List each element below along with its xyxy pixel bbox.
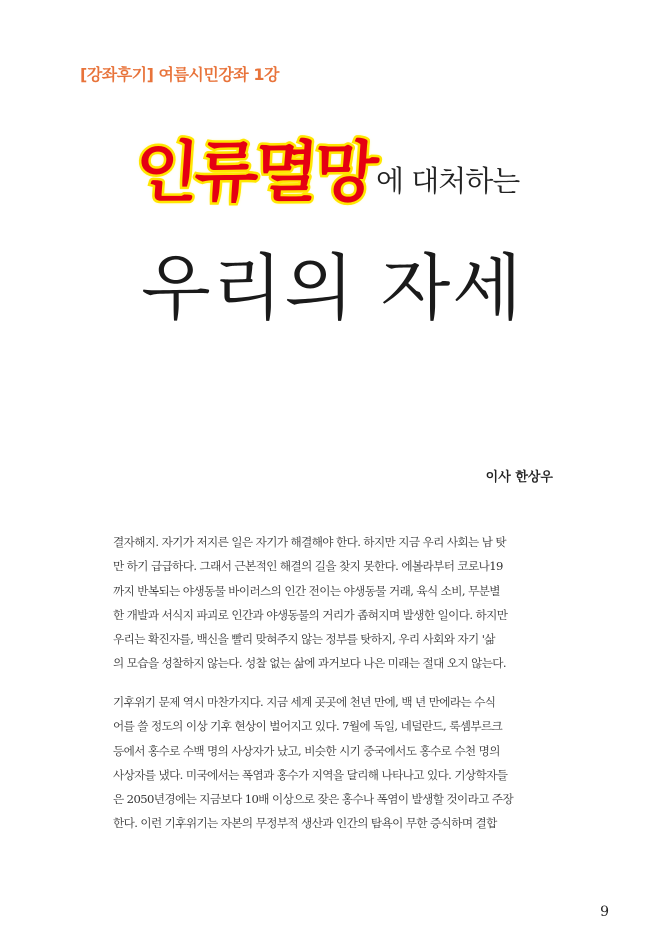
- title-line-1: [132, 134, 520, 211]
- body-paragraph-1: [113, 530, 553, 676]
- title-line-2: 우리의 자세: [141, 246, 524, 330]
- text-line: 의 모습을 성찰하지 않는다. 성찰 없는 삶에 과거보다 나은 미래는 절대 오지 않는다.: [113, 656, 506, 671]
- text-line: 결자해지. 자기가 저지른 일은 자기가 해결해야 한다. 하지만 지금 우리 사회는 남 탓: [113, 535, 506, 549]
- text-line: 기후위기 문제 역시 마찬가지다. 지금 세계 곳곳에 천년 만에, 백 년 만에라는 수식: [113, 695, 496, 709]
- author-byline: 이사 한상우: [485, 470, 553, 485]
- text-line: 은 2050년경에는 지금보다 10배 이상으로 잦은 홍수나 폭염이 발생할 것이라고 주장: [113, 792, 514, 807]
- section-label: [강좌후기] 여름시민강좌 1강: [80, 65, 279, 84]
- title-emphasis: 인류멸망: [132, 134, 377, 211]
- text-line: 등에서 홍수로 수백 명의 사상자가 났고, 비슷한 시기 중국에서도 홍수로 수천 명의: [113, 743, 500, 758]
- text-line: 우리는 확진자를, 백신을 빨리 맞혀주지 않는 정부를 탓하지, 우리 사회와 자기 '삶: [113, 632, 495, 647]
- text-line: 어를 쓸 정도의 이상 기후 현상이 벌어지고 있다. 7월에 독일, 네덜란드, 룩셈부르크: [113, 719, 503, 734]
- page-number: 9: [600, 904, 609, 920]
- text-line: 한다. 이런 기후위기는 자본의 무정부적 생산과 인간의 탐욕이 무한 증식하며 결합: [113, 816, 497, 831]
- text-line: 만 하기 급급하다. 그래서 근본적인 해결의 길을 찾지 못한다. 에볼라부터 코로나19: [113, 559, 503, 574]
- text-line: 사상자를 냈다. 미국에서는 폭염과 홍수가 지역을 달리해 나타나고 있다. 기상학자들: [113, 767, 508, 782]
- body-paragraph-2: [113, 690, 553, 836]
- text-line: 까지 반복되는 야생동물 바이러스의 인간 전이는 야생동물 거래, 육식 소비, 무분별: [113, 583, 500, 598]
- title-line-1-rest: 에 대처하는: [376, 164, 520, 198]
- text-line: 한 개발과 서식지 파괴로 인간과 야생동물의 거리가 좁혀지며 발생한 일이다. 하지만: [113, 607, 508, 622]
